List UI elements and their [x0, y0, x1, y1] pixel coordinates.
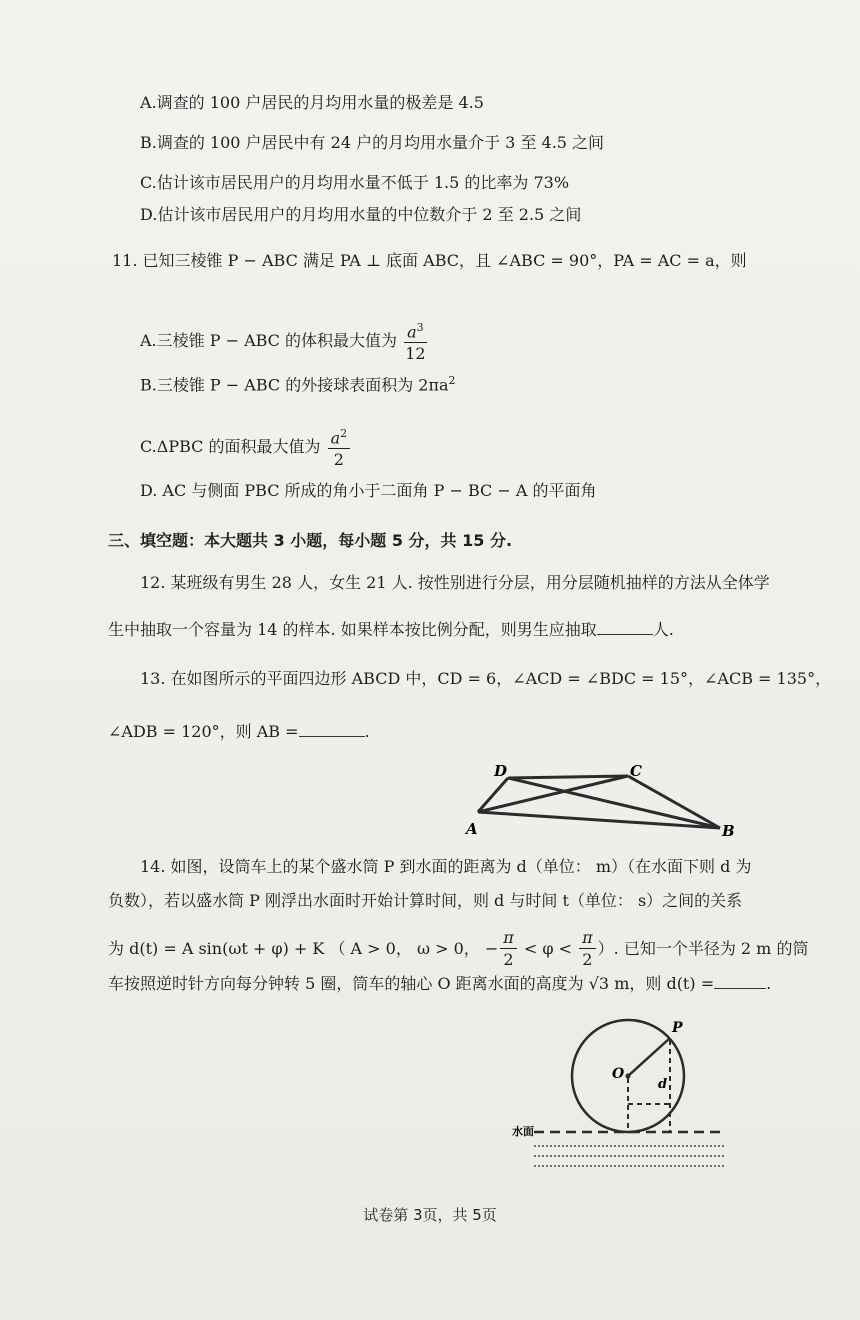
q13-segment-ac — [478, 776, 628, 812]
q13-label-a: A — [466, 820, 478, 838]
q11-option-c-text: C.ΔPBC 的面积最大值为 — [140, 437, 321, 457]
q14-center-o — [626, 1074, 631, 1079]
q13-label-d: D — [494, 762, 508, 780]
q13-answer-blank[interactable] — [299, 720, 365, 737]
q14-label-d: d — [658, 1077, 668, 1092]
q14-line2: 负数），若以盛水筒 P 刚浮出水面时开始计算时间，则 d 与时间 t（单位： s）之间的关系 — [108, 891, 743, 910]
q12-line2: 生中抽取一个容量为 14 的样本. 如果样本按比例分配，则男生应抽取 人. — [108, 620, 674, 639]
q11-option-c — [140, 424, 352, 471]
q10-option-a: A.调查的 100 户居民的月均用水量的极差是 4.5 — [140, 93, 484, 112]
q14-answer-blank[interactable] — [714, 972, 766, 989]
q10-option-b: B.调查的 100 户居民中有 24 户的月均用水量介于 3 至 4.5 之间 — [140, 133, 605, 152]
q14-line1: 14. 如图，设筒车上的某个盛水筒 P 到水面的距离为 d（单位： m）（在水面下则 d 为 — [140, 857, 752, 876]
q13-segment-dc — [508, 776, 628, 778]
q12-line1: 12. 某班级有男生 28 人，女生 21 人. 按性别进行分层，用分层随机抽样的方法从全体学 — [140, 573, 770, 592]
q11-option-d: D. AC 与侧面 PBC 所成的角小于二面角 P − BC − A 的平面角 — [140, 481, 597, 500]
q11-option-b-exponent: 2 — [448, 374, 456, 387]
q11-option-a-text: A.三棱锥 P − ABC 的体积最大值为 — [140, 331, 398, 351]
page-footer: 试卷第 3页，共 5页 — [363, 1206, 497, 1224]
q13-label-c: C — [630, 762, 642, 780]
q12-answer-blank[interactable] — [597, 618, 653, 635]
q14-line4: 车按照逆时针方向每分钟转 5 圈，筒车的轴心 O 距离水面的高度为 √3 m，则 d(t) = . — [108, 974, 772, 993]
q13-segment-cb — [628, 776, 720, 828]
q11-option-b-text: B.三棱锥 P − ABC 的外接球表面积为 2πa — [140, 375, 449, 395]
q14-water-wheel-figure — [510, 1016, 750, 1176]
q14-pi-over-2-left: $\frac{\pi}{2}$ — [500, 928, 517, 971]
q14-line3: 为 d(t) = A sin(ωt + φ) + K （ A > 0， ω > 0， − $\frac{\pi}{2}$ < φ < $\frac{\pi}{2}$ ）. 已知一个半径为 2 m 的筒 — [108, 928, 809, 969]
q13-quadrilateral-figure — [460, 760, 750, 844]
q14-label-p: P — [672, 1020, 683, 1036]
q13-label-b: B — [722, 822, 735, 840]
q10-option-d: D.估计该市居民用户的月均用水量的中位数介于 2 至 2.5 之间 — [140, 205, 582, 224]
q11-option-a-fraction: $\frac{a^3}{12}$ — [404, 318, 427, 365]
q11-stem: 11. 已知三棱锥 P − ABC 满足 PA ⊥ 底面 ABC，且 ∠ABC = 90°，PA = AC = a，则 — [112, 251, 747, 270]
q13-line2: ∠ADB = 120°，则 AB = . — [108, 722, 370, 741]
q14-pi-over-2-right: $\frac{\pi}{2}$ — [579, 928, 596, 971]
q11-option-c-fraction: $\frac{a^2}{2}$ — [328, 424, 351, 471]
section-heading: 三、填空题：本大题共 3 小题，每小题 5 分，共 15 分. — [108, 531, 513, 550]
q14-label-o: O — [612, 1066, 625, 1082]
q14-radius-op — [628, 1038, 670, 1076]
q11-option-b — [140, 370, 456, 396]
q14-water-label: 水面 — [512, 1125, 534, 1138]
q10-option-c: C.估计该市居民用户的月均用水量不低于 1.5 的比率为 73% — [140, 173, 570, 192]
q11-option-a — [140, 318, 429, 365]
q13-line1: 13. 在如图所示的平面四边形 ABCD 中，CD = 6，∠ACD = ∠BDC = 15°，∠ACB = 135°， — [140, 669, 832, 688]
